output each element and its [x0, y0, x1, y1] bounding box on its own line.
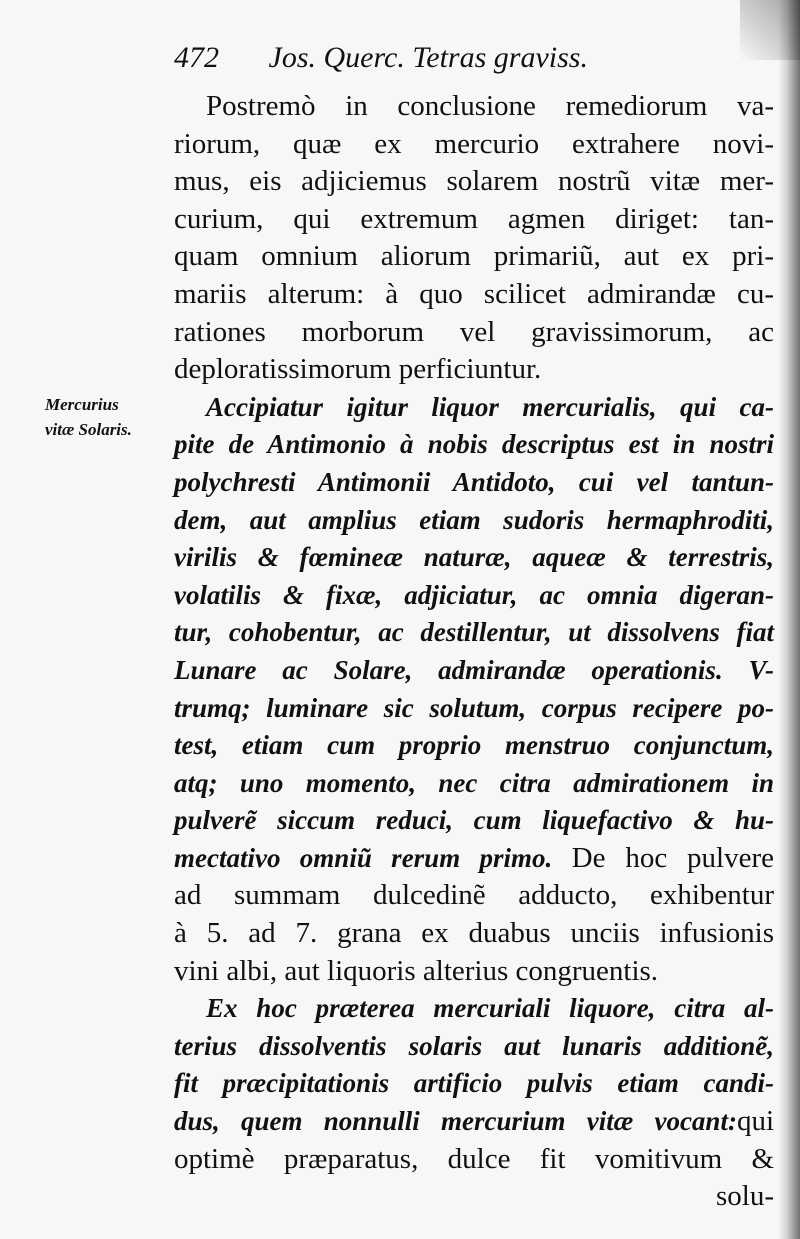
running-head [174, 38, 774, 78]
italic-segment: dus, quem nonnulli mercurium vitæ vocant: [174, 1106, 737, 1137]
page-number: 472 [174, 41, 219, 74]
text-line: polychresti Antimonii Antidoto, cui vel tantun- [174, 466, 774, 497]
text-line: ad summam dulcedinẽ adducto, exhibentur [174, 879, 774, 912]
text-line: atq; uno momento, nec citra admirationem in [174, 767, 774, 798]
text-line: Postremò in conclusione remediorum va- [206, 90, 774, 122]
text-line: pulverẽ siccum reduci, cum liquefactivo & hu- [174, 805, 774, 836]
catchword: solu- [716, 1180, 774, 1213]
text-line: quam omnium aliorum primariũ, aut ex pri- [174, 240, 774, 273]
text-line: optimè præparatus, dulce fit vomitivum & [174, 1142, 774, 1175]
text-line: Lunare ac Solare, admirandæ operationis. V- [174, 654, 774, 685]
italic-segment: mectativo omniũ rerum primo. [174, 842, 553, 873]
text-line: deploratissimorum perficiuntur. [174, 353, 542, 386]
text-line: Accipiatur igitur liquor mercurialis, qui ca- [206, 391, 774, 422]
text-line: mariis alterum: à quo scilicet admirandæ cu- [174, 277, 774, 310]
text-line: test, etiam cum proprio menstruo conjunctum, [174, 730, 774, 761]
text-line: trumq; luminare sic solutum, corpus recipere po- [174, 692, 774, 723]
body-text [174, 88, 774, 1216]
text-line: riorum, quæ ex mercurio extrahere novi- [174, 127, 774, 160]
text-line: pite de Antimonio à nobis descriptus est in nostri [174, 429, 774, 460]
text-line: fit præcipitationis artificio pulvis etiam candi- [174, 1068, 774, 1099]
text-line: terius dissolventis solaris aut lunaris additionẽ, [174, 1030, 774, 1061]
roman-segment: qui [736, 1105, 774, 1138]
roman-segment: De hoc pulvere [571, 841, 774, 874]
text-line: virilis & fœmineæ naturæ, aqueæ & terrestris, [174, 542, 774, 573]
text-line: tur, cohobentur, ac destillentur, ut dissolvens fiat [174, 617, 774, 648]
text-line-mixed [174, 840, 774, 878]
text-line: rationes morborum vel gravissimorum, ac [174, 315, 774, 348]
text-line: vini albi, aut liquoris alterius congruentis. [174, 954, 659, 987]
text-line: dem, aut amplius etiam sudoris hermaphroditi, [174, 504, 774, 535]
text-line: volatilis & fixæ, adjiciatur, ac omnia digeran- [174, 579, 774, 610]
marginal-note-line: Mercurius [45, 395, 119, 414]
binding-shadow [778, 0, 800, 1239]
marginal-note [45, 392, 185, 442]
marginal-note-line: vitæ Solaris. [45, 420, 132, 439]
text-line: Ex hoc præterea mercuriali liquore, citra al- [206, 993, 774, 1024]
text-line: curium, qui extremum agmen diriget: tan- [174, 202, 774, 235]
running-title: Jos. Querc. Tetras graviss. [268, 41, 588, 74]
text-line-mixed [174, 1103, 774, 1141]
text-line: à 5. ad 7. grana ex duabus unciis infusionis [174, 917, 774, 950]
text-line: mus, eis adjiciemus solarem nostrũ vitæ mer- [174, 165, 774, 198]
